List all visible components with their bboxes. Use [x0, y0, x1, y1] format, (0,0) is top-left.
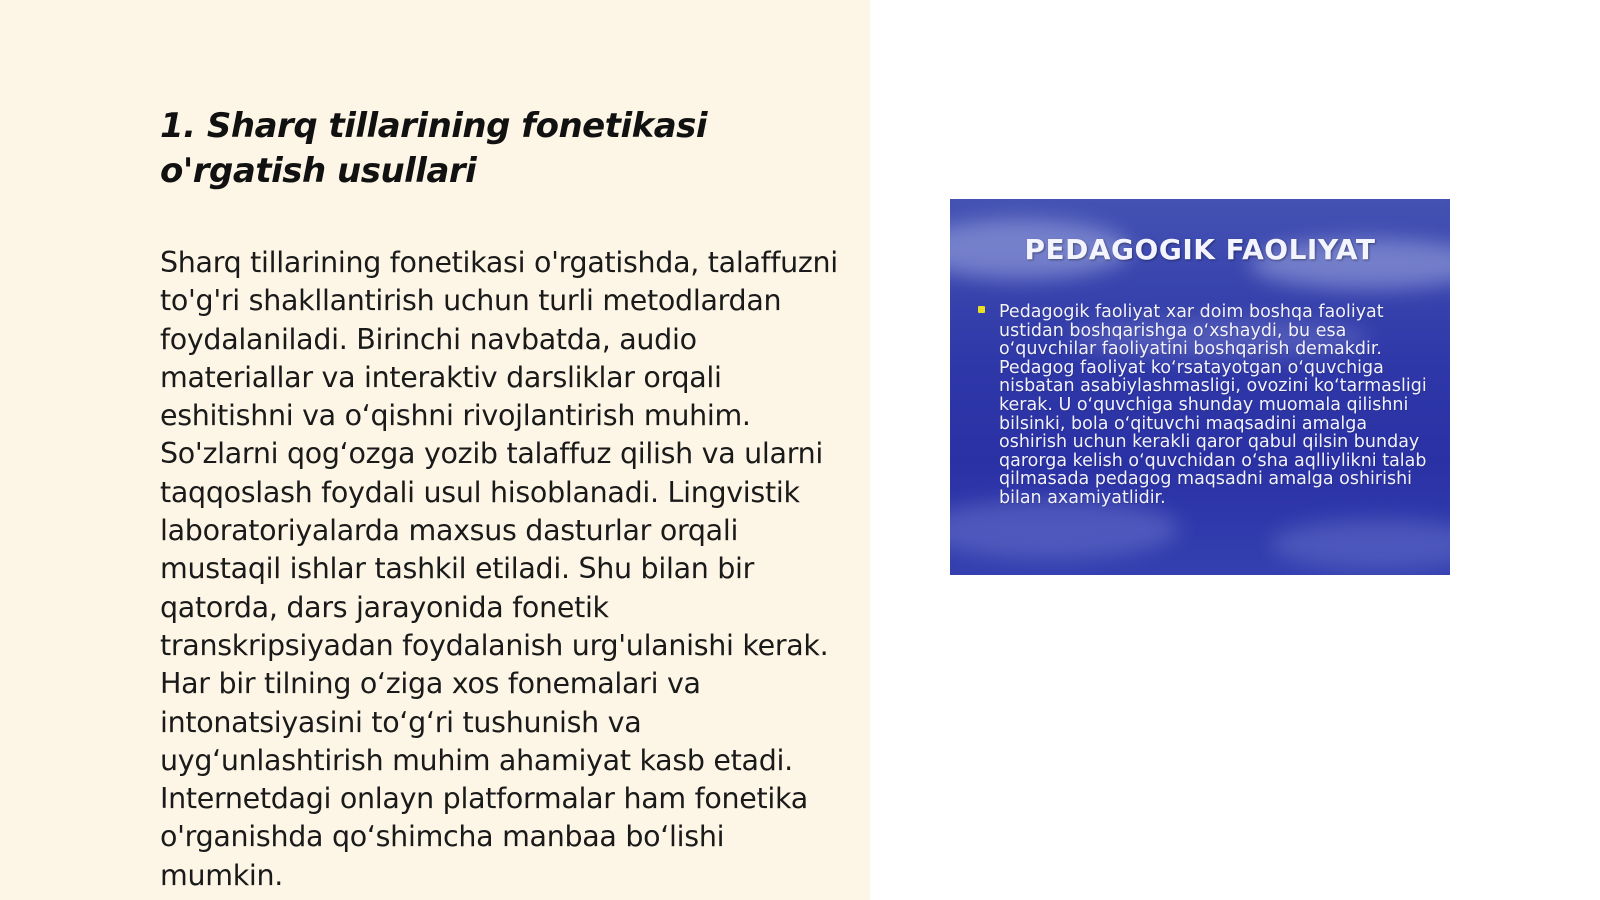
image-body-text: Pedagogik faoliyat xar doim boshqa faoliyat ustidan boshqarishga oʻxshaydi, bu esa oʻquvchilar faoliyatini boshqarish demakdir. Pedagog faoliyat koʻrsatayotgan oʻquvchiga nisbatan asabiylashmasligi, ovozini koʻtarmasligi kerak. U oʻquvchiga shunday muomala qilishni bilsinki, bola oʻqituvchi maqsadini amalga oshirish uchun kerakli qaror qabul qilsin bunday qarorga kelish oʻquvchidan oʻsha aqlliylikni talab qilmasada pedagog maqsadni amalga oshirishi bilan axamiyatlidir. [999, 302, 1427, 508]
cloud-decoration [1270, 519, 1450, 569]
cloud-decoration [950, 499, 1180, 559]
square-bullet-icon [978, 306, 985, 313]
image-title: PEDAGOGIK FAOLIYAT [1024, 233, 1376, 266]
slide-body-text: Sharq tillarining fonetikasi o'rgatishda, talaffuzni to'g'ri shakllantirish uchun turli metodlardan foydalaniladi. Birinchi navbatda, audio materiallar va interaktiv darsliklar orqali eshitishni va oʻqishni rivojlantirish muhim. So'zlarni qogʻozga yozib talaffuz qilish va ularni taqqoslash foydali usul hisoblanadi. Lingvistik laboratoriyalarda maxsus dasturlar orqali mustaqil ishlar tashkil etiladi. Shu bilan bir qatorda, dars jarayonida fonetik transkripsiyadan foydalanish urg'ulanishi kerak. Har bir tilning oʻziga xos fonemalari va intonatsiyasini toʻgʻri tushunish va uygʻunlashtirish muhim ahamiyat kasb etadi. Internetdagi onlayn platformalar ham fonetika o'rganishda qoʻshimcha manbaa boʻlishi mumkin. [160, 246, 838, 892]
pedagogik-faoliyat-image [950, 199, 1450, 575]
slide-title: 1. Sharq tillarining fonetikasi o'rgatish usullari [160, 106, 708, 191]
